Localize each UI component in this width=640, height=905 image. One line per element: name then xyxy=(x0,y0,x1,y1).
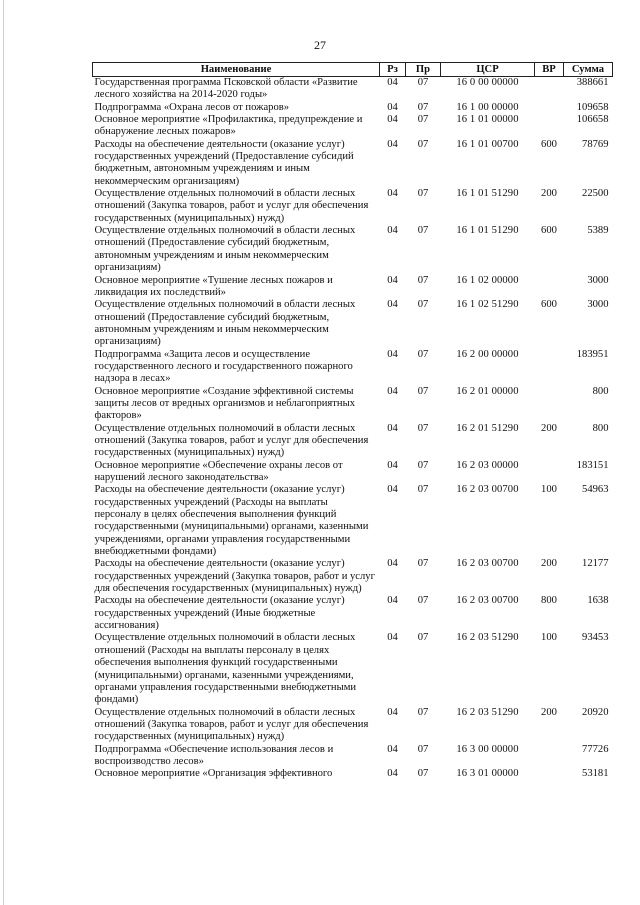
cell-vr xyxy=(535,102,564,114)
cell-csr: 16 1 01 51290 xyxy=(456,225,519,237)
cell-rz: 04 xyxy=(387,632,398,644)
header-rz: Рз xyxy=(380,63,406,77)
cell-pr: 07 xyxy=(417,188,429,200)
cell-pr: 07 xyxy=(417,274,429,286)
table-row xyxy=(93,707,613,744)
cell-name: Основное мероприятие «Тушение лесных пожаров и ликвидация их последствий» xyxy=(94,274,333,298)
cell-sum: 800 xyxy=(592,385,609,397)
cell-pr: 07 xyxy=(417,595,429,607)
cell-rz: 04 xyxy=(387,558,398,570)
cell-name: Осуществление отдельных полномочий в области лесных отношений (Закупка товаров, работ и услуг для обеспечения государственных (муниципальных) нужд) xyxy=(94,706,369,743)
cell-vr: 100 xyxy=(541,484,557,496)
table-row xyxy=(93,768,613,780)
cell-name: Основное мероприятие «Создание эффективной системы защиты лесов от вредных организмов и неблагоприятных факторов» xyxy=(94,385,355,422)
cell-sum: 388661 xyxy=(576,77,609,88)
cell-rz: 04 xyxy=(387,225,398,237)
cell-rz: 04 xyxy=(387,114,398,126)
cell-csr: 16 2 03 00700 xyxy=(456,484,519,496)
cell-csr: 16 2 03 00000 xyxy=(456,459,519,471)
cell-csr: 16 2 01 51290 xyxy=(456,422,519,434)
cell-rz: 04 xyxy=(387,77,398,88)
cell-pr: 07 xyxy=(417,101,429,113)
table-row xyxy=(93,299,613,348)
table-row xyxy=(93,423,613,460)
cell-rz: 04 xyxy=(387,385,398,397)
table-row xyxy=(93,595,613,632)
cell-pr: 07 xyxy=(417,484,429,496)
cell-sum: 20920 xyxy=(582,706,609,718)
cell-csr: 16 0 00 00000 xyxy=(456,77,519,88)
cell-sum: 800 xyxy=(592,422,609,434)
cell-vr: 200 xyxy=(541,422,557,434)
table-body xyxy=(93,77,613,781)
cell-sum: 183951 xyxy=(576,348,609,360)
cell-csr: 16 2 00 00000 xyxy=(456,348,519,360)
cell-csr: 16 3 00 00000 xyxy=(456,743,519,755)
cell-name: Государственная программа Псковской области «Развитие лесного хозяйства на 2014-2020 годы» xyxy=(94,77,358,101)
cell-csr: 16 1 01 00000 xyxy=(456,114,519,126)
table-row xyxy=(93,225,613,274)
cell-name: Осуществление отдельных полномочий в области лесных отношений (Предоставление субсидий бюджетным, автономным учреждениям и иным некоммерческим организациям) xyxy=(94,299,356,348)
cell-rz: 04 xyxy=(387,299,398,311)
header-vr: ВР xyxy=(535,63,564,77)
cell-pr: 07 xyxy=(417,138,429,150)
cell-sum: 53181 xyxy=(582,768,609,780)
cell-vr xyxy=(535,386,564,423)
cell-sum: 3000 xyxy=(587,299,609,311)
cell-rz: 04 xyxy=(387,101,398,113)
cell-vr xyxy=(535,114,564,139)
cell-pr: 07 xyxy=(417,348,429,360)
cell-vr: 200 xyxy=(541,558,557,570)
table-row xyxy=(93,275,613,300)
cell-vr xyxy=(535,77,564,102)
cell-sum: 12177 xyxy=(582,558,609,570)
cell-vr: 200 xyxy=(541,706,557,718)
cell-pr: 07 xyxy=(417,706,429,718)
table-row xyxy=(93,349,613,386)
cell-name: Подпрограмма «Обеспечение использования лесов и воспроизводство лесов» xyxy=(94,743,334,767)
cell-pr: 07 xyxy=(417,299,429,311)
cell-vr: 800 xyxy=(541,595,557,607)
cell-pr: 07 xyxy=(417,768,429,780)
cell-vr: 200 xyxy=(541,188,557,200)
cell-pr: 07 xyxy=(417,77,429,88)
table-row xyxy=(93,484,613,558)
cell-rz: 04 xyxy=(387,422,398,434)
cell-pr: 07 xyxy=(417,632,429,644)
cell-rz: 04 xyxy=(387,484,398,496)
table-row xyxy=(93,139,613,188)
page-number: 27 xyxy=(314,38,326,52)
cell-sum: 183151 xyxy=(576,459,609,471)
cell-name: Осуществление отдельных полномочий в области лесных отношений (Закупка товаров, работ и услуг для обеспечения государственных (муниципальных) нужд) xyxy=(94,188,369,224)
header-name: Наименование xyxy=(93,63,380,77)
cell-sum: 1638 xyxy=(587,595,609,607)
cell-name: Подпрограмма «Защита лесов и осуществление государственного лесного и государственного пожарного надзора в лесах» xyxy=(94,348,353,385)
cell-name: Расходы на обеспечение деятельности (оказание услуг) государственных учреждений (Расходы на выплаты персоналу в целях обеспечения выполнения функций государственными (муниципальными) органами, казенными учреждениями, органами управления государственными внебюджетными фондами) xyxy=(94,484,369,558)
cell-sum: 93453 xyxy=(582,632,609,644)
cell-pr: 07 xyxy=(417,114,429,126)
table-row xyxy=(93,77,613,102)
cell-name: Осуществление отдельных полномочий в области лесных отношений (Закупка товаров, работ и услуг для обеспечения государственных (муниципальных) нужд) xyxy=(94,422,369,459)
cell-vr xyxy=(535,460,564,485)
cell-csr: 16 1 02 00000 xyxy=(456,274,519,286)
cell-vr xyxy=(535,744,564,769)
cell-vr: 600 xyxy=(541,299,557,311)
cell-name: Расходы на обеспечение деятельности (оказание услуг) государственных учреждений (Иные бюджетные ассигнования) xyxy=(94,595,345,632)
cell-pr: 07 xyxy=(417,558,429,570)
cell-name: Основное мероприятие «Обеспечение охраны лесов от нарушений лесного законодательства» xyxy=(94,459,343,483)
cell-pr: 07 xyxy=(417,385,429,397)
table-header xyxy=(93,63,613,77)
table-row xyxy=(93,632,613,706)
cell-sum: 5389 xyxy=(587,225,609,237)
header-sum: Сумма xyxy=(564,63,613,77)
cell-rz: 04 xyxy=(387,138,398,150)
cell-rz: 04 xyxy=(387,188,398,200)
cell-name: Основное мероприятие «Профилактика, предупреждение и обнаружение лесных пожаров» xyxy=(94,114,363,138)
cell-vr: 600 xyxy=(541,138,557,150)
header-pr: Пр xyxy=(406,63,441,77)
cell-name: Основное мероприятие «Организация эффективного xyxy=(94,768,333,780)
cell-csr: 16 1 00 00000 xyxy=(456,101,519,113)
cell-rz: 04 xyxy=(387,595,398,607)
cell-vr: 100 xyxy=(541,632,557,644)
cell-pr: 07 xyxy=(417,743,429,755)
cell-name: Осуществление отдельных полномочий в области лесных отношений (Предоставление субсидий бюджетным, автономным учреждениям и иным некоммерческим организациям) xyxy=(94,225,356,274)
cell-vr xyxy=(535,349,564,386)
cell-sum: 54963 xyxy=(582,484,609,496)
cell-pr: 07 xyxy=(417,422,429,434)
cell-csr: 16 1 01 51290 xyxy=(456,188,519,200)
cell-csr: 16 2 03 00700 xyxy=(456,595,519,607)
table-row xyxy=(93,188,613,225)
cell-sum: 78769 xyxy=(582,138,609,150)
table-row xyxy=(93,460,613,485)
cell-csr: 16 2 01 00000 xyxy=(456,385,519,397)
cell-vr xyxy=(535,768,564,780)
cell-sum: 22500 xyxy=(582,188,609,200)
cell-vr xyxy=(535,275,564,300)
header-csr: ЦСР xyxy=(441,63,535,77)
table-row xyxy=(93,386,613,423)
cell-sum: 3000 xyxy=(587,274,609,286)
table-row xyxy=(93,744,613,769)
table-row xyxy=(93,114,613,139)
cell-vr: 600 xyxy=(541,225,557,237)
budget-table xyxy=(92,62,613,781)
cell-rz: 04 xyxy=(387,459,398,471)
cell-name: Подпрограмма «Охрана лесов от пожаров» xyxy=(94,101,290,113)
cell-name: Осуществление отдельных полномочий в области лесных отношений (Расходы на выплаты персоналу в целях обеспечения выполнения функций государственными (муниципальными) органами, казенными учреждениями, органами управления государственными внебюджетными фондами) xyxy=(94,632,357,706)
cell-pr: 07 xyxy=(417,459,429,471)
cell-rz: 04 xyxy=(387,348,398,360)
scan-edge-line xyxy=(3,0,4,905)
cell-sum: 109658 xyxy=(576,101,609,113)
table-row xyxy=(93,102,613,114)
cell-csr: 16 2 03 51290 xyxy=(456,706,519,718)
cell-csr: 16 1 02 51290 xyxy=(456,299,519,311)
cell-name: Расходы на обеспечение деятельности (оказание услуг) государственных учреждений (Закупка товаров, работ и услуг для обеспечения государственных (муниципальных) нужд) xyxy=(94,558,375,595)
cell-name: Расходы на обеспечение деятельности (оказание услуг) государственных учреждений (Предоставление субсидий бюджетным, автономным учреждениям и иным некоммерческим организациям) xyxy=(94,138,354,187)
cell-csr: 16 2 03 00700 xyxy=(456,558,519,570)
cell-csr: 16 3 01 00000 xyxy=(456,768,519,780)
cell-csr: 16 1 01 00700 xyxy=(456,138,519,150)
cell-csr: 16 2 03 51290 xyxy=(456,632,519,644)
table-row xyxy=(93,558,613,595)
header-row xyxy=(93,63,613,77)
cell-sum: 106658 xyxy=(576,114,609,126)
cell-sum: 77726 xyxy=(582,743,609,755)
cell-rz: 04 xyxy=(387,274,398,286)
cell-pr: 07 xyxy=(417,225,429,237)
cell-rz: 04 xyxy=(387,768,398,780)
cell-rz: 04 xyxy=(387,743,398,755)
cell-rz: 04 xyxy=(387,706,398,718)
